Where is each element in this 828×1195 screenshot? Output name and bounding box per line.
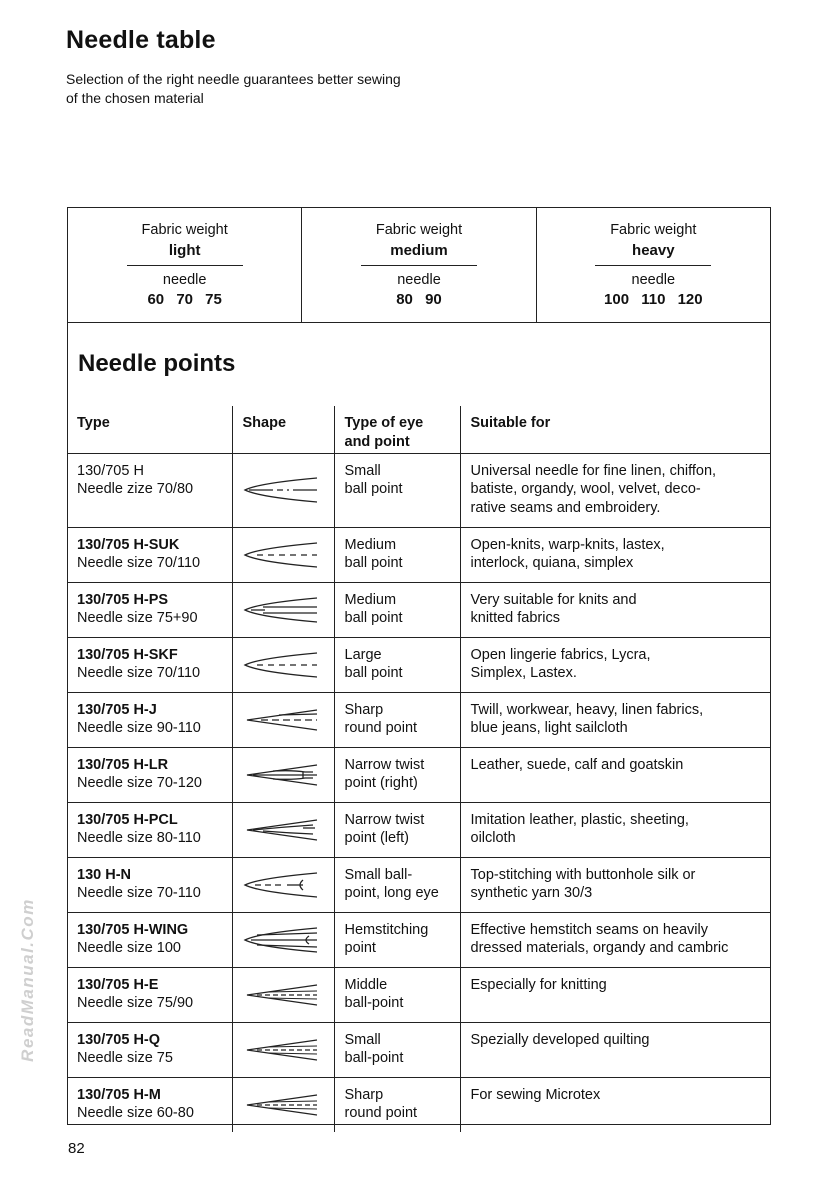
suitable-for-cell: [460, 802, 771, 857]
suitable-line-2: dressed materials, organdy and cambric: [470, 940, 729, 956]
fabric-weight-heavy: [537, 208, 770, 322]
needle-shape-cell: [232, 527, 334, 582]
needle-size: Needle size 75/90: [77, 995, 194, 1011]
table-row: [67, 582, 771, 637]
eye-point-cell: [334, 637, 460, 692]
eye-line-2: point, long eye: [344, 885, 439, 901]
table-row: [67, 967, 771, 1022]
needle-type-cell: [67, 582, 232, 637]
needle-type: 130/705 H: [77, 462, 144, 479]
divider: [361, 265, 477, 266]
suitable-line-2: Simplex, Lastex.: [470, 665, 577, 681]
eye-line-2: ball point: [344, 481, 403, 497]
intro-line-2: of the chosen material: [66, 90, 204, 106]
suitable-line-1: Effective hemstitch seams on heavily: [470, 921, 708, 938]
suitable-line-1: Especially for knitting: [470, 976, 607, 993]
suitable-line-3: rative seams and embroidery.: [470, 499, 661, 516]
needle-table: [67, 207, 771, 1125]
suitable-for-cell: [460, 582, 771, 637]
needle-type: 130/705 H-LR: [77, 756, 169, 773]
suitable-for-cell: [460, 453, 771, 527]
suitable-for-cell: [460, 1077, 771, 1132]
needle-size: Needle size 90-110: [77, 720, 201, 736]
needle-shape-cell: [232, 857, 334, 912]
needle-sizes: 80 90: [396, 291, 442, 308]
eye-line-1: Small: [344, 1031, 381, 1048]
table-row: [67, 747, 771, 802]
needle-size: Needle size 80-110: [77, 830, 201, 846]
eye-line-2: ball point: [344, 555, 403, 571]
suitable-for-cell: [460, 967, 771, 1022]
table-row: [67, 857, 771, 912]
suitable-line-2: synthetic yarn 30/3: [470, 885, 593, 901]
needle-shape-cell: [232, 582, 334, 637]
fabric-weight-label: Fabric weight: [375, 222, 463, 238]
table-row: [67, 912, 771, 967]
needle-type-cell: [67, 1077, 232, 1132]
eye-line-1: Sharp: [344, 701, 384, 718]
eye-line-2: point: [344, 940, 376, 956]
needle-type-cell: [67, 912, 232, 967]
needle-size: Needle size 70/110: [77, 665, 201, 681]
suitable-line-2: blue jeans, light sailcloth: [470, 720, 628, 736]
suitable-line-2: batiste, organdy, wool, velvet, deco-: [470, 481, 701, 497]
table-row: [67, 527, 771, 582]
suitable-line-1: Imitation leather, plastic, sheeting,: [470, 811, 689, 828]
needle-type: 130/705 H-PCL: [77, 811, 178, 828]
suitable-line-1: Open lingerie fabrics, Lycra,: [470, 646, 651, 663]
eye-line-1: Small: [344, 462, 381, 479]
needle-type: 130/705 H-E: [77, 976, 159, 993]
needle-shape-cell: [232, 692, 334, 747]
needle-type-cell: [67, 527, 232, 582]
suitable-for-cell: [460, 912, 771, 967]
eye-line-2: round point: [344, 1105, 418, 1121]
eye-line-2: ball point: [344, 610, 403, 626]
table-row: [67, 453, 771, 527]
suitable-line-1: Universal needle for fine linen, chiffon,: [470, 462, 717, 479]
intro-text: [66, 70, 486, 108]
needle-shape-cell: [232, 453, 334, 527]
eye-point-cell: [334, 1077, 460, 1132]
needle-sizes: 60 70 75: [147, 291, 222, 308]
intro-line-1: Selection of the right needle guarantees better sewing: [66, 71, 401, 87]
needle-size: Needle size 75+90: [77, 610, 198, 626]
suitable-for-cell: [460, 692, 771, 747]
suitable-for-cell: [460, 747, 771, 802]
suitable-line-2: oilcloth: [470, 830, 516, 846]
table-row: [67, 802, 771, 857]
eye-line-2: ball point: [344, 665, 403, 681]
fabric-weight-value: light: [168, 242, 201, 259]
suitable-line-2: knitted fabrics: [470, 610, 560, 626]
fabric-weight-light: [68, 208, 302, 322]
needle-shape-cell: [232, 967, 334, 1022]
needle-type: 130/705 H-SKF: [77, 646, 178, 663]
eye-point-cell: [334, 1022, 460, 1077]
needle-size: Needle size 70-110: [77, 885, 201, 901]
needle-type-cell: [67, 692, 232, 747]
suitable-for-cell: [460, 857, 771, 912]
eye-point-cell: [334, 453, 460, 527]
table-row: [67, 637, 771, 692]
divider: [127, 265, 243, 266]
watermark: ReadManual.Com: [18, 898, 37, 1062]
suitable-line-1: Very suitable for knits and: [470, 591, 637, 608]
table-row: [67, 1022, 771, 1077]
needle-type-cell: [67, 967, 232, 1022]
eye-line-1: Middle: [344, 976, 388, 993]
fabric-weight-row: [68, 208, 770, 323]
eye-line-1: Medium: [344, 536, 397, 553]
eye-line-1: Narrow twist: [344, 756, 425, 773]
suitable-for-cell: [460, 637, 771, 692]
needle-type-cell: [67, 857, 232, 912]
needle-type-cell: [67, 453, 232, 527]
needle-shape-cell: [232, 1022, 334, 1077]
eye-line-2: round point: [344, 720, 418, 736]
needle-size: Needle size 75: [77, 1050, 173, 1066]
needle-type: 130/705 H-WING: [77, 921, 189, 938]
needle-type-cell: [67, 1022, 232, 1077]
eye-point-cell: [334, 967, 460, 1022]
needle-points-table: [67, 406, 771, 1132]
needle-type: 130/705 H-SUK: [77, 536, 180, 553]
fabric-weight-medium: [302, 208, 536, 322]
needle-label: needle: [162, 272, 207, 288]
table-row: [67, 1077, 771, 1132]
suitable-line-1: Leather, suede, calf and goatskin: [470, 756, 684, 773]
eye-line-1: Narrow twist: [344, 811, 425, 828]
column-header-suitable: Suitable for: [460, 406, 771, 453]
needle-type-cell: [67, 637, 232, 692]
table-header-row: [67, 406, 771, 453]
eye-line-1: Medium: [344, 591, 397, 608]
column-header-eye: [334, 406, 460, 453]
needle-size: Needle size 70-120: [77, 775, 202, 791]
suitable-for-cell: [460, 527, 771, 582]
needle-shape-cell: [232, 637, 334, 692]
needle-label: needle: [397, 272, 441, 288]
suitable-line-1: Twill, workwear, heavy, linen fabrics,: [470, 701, 704, 718]
suitable-line-1: For sewing Microtex: [470, 1086, 601, 1103]
fabric-weight-label: Fabric weight: [610, 222, 697, 238]
eye-point-cell: [334, 912, 460, 967]
table-row: [67, 692, 771, 747]
eye-line-2: ball-point: [344, 1050, 404, 1066]
needle-shape-cell: [232, 1077, 334, 1132]
eye-line-2: point (left): [344, 830, 409, 846]
eye-point-cell: [334, 582, 460, 637]
page-number: 82: [68, 1140, 85, 1157]
needle-type: 130/705 H-PS: [77, 591, 169, 608]
needle-shape-cell: [232, 747, 334, 802]
needle-type: 130/705 H-J: [77, 701, 157, 718]
divider: [595, 265, 711, 266]
column-header-shape: Shape: [232, 406, 334, 453]
eye-point-cell: [334, 692, 460, 747]
eye-line-2: ball-point: [344, 995, 404, 1011]
needle-sizes: 100 110 120: [604, 291, 703, 308]
needle-points-heading: Needle points: [78, 350, 236, 377]
fabric-weight-value: heavy: [632, 242, 675, 259]
eye-point-cell: [334, 527, 460, 582]
column-header-eye-line1: Type of eye: [344, 415, 424, 431]
suitable-line-2: interlock, quiana, simplex: [470, 555, 634, 571]
needle-type: 130/705 H-Q: [77, 1031, 161, 1048]
needle-label: needle: [631, 272, 676, 288]
column-header-type: Type: [67, 406, 232, 453]
suitable-line-1: Open-knits, warp-knits, lastex,: [470, 536, 665, 553]
eye-line-1: Hemstitching: [344, 921, 429, 938]
fabric-weight-value: medium: [390, 242, 448, 259]
needle-size: Needle zize 70/80: [77, 481, 194, 497]
eye-line-1: Large: [344, 646, 382, 663]
needle-size: Needle size 70/110: [77, 555, 201, 571]
needle-type: 130/705 H-M: [77, 1086, 161, 1103]
needle-size: Needle size 60-80: [77, 1105, 194, 1121]
eye-point-cell: [334, 857, 460, 912]
fabric-weight-label: Fabric weight: [141, 222, 228, 238]
needle-size: Needle size 100: [77, 940, 181, 956]
needle-shape-cell: [232, 912, 334, 967]
needle-shape-cell: [232, 802, 334, 857]
eye-line-1: Sharp: [344, 1086, 384, 1103]
eye-line-1: Small ball-: [344, 866, 413, 883]
page-title: Needle table: [66, 26, 216, 54]
eye-point-cell: [334, 747, 460, 802]
eye-point-cell: [334, 802, 460, 857]
needle-type-cell: [67, 747, 232, 802]
needle-type: 130 H-N: [77, 866, 131, 883]
suitable-line-1: Spezially developed quilting: [470, 1031, 650, 1048]
suitable-line-1: Top-stitching with buttonhole silk or: [470, 866, 696, 883]
needle-type-cell: [67, 802, 232, 857]
column-header-eye-line2: and point: [344, 434, 410, 450]
eye-line-2: point (right): [344, 775, 418, 791]
suitable-for-cell: [460, 1022, 771, 1077]
